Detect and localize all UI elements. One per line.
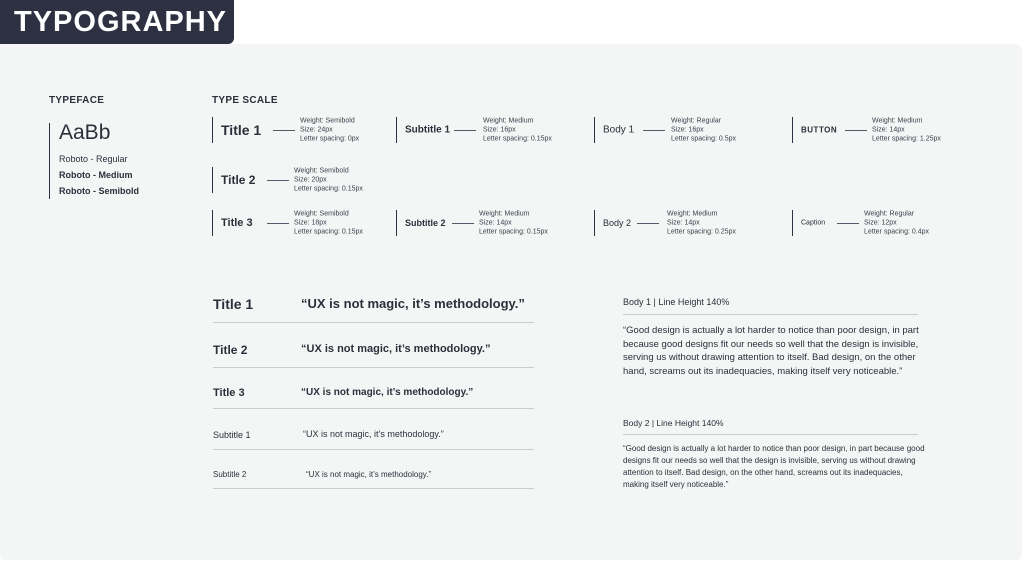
example-row-title-3 [213, 383, 534, 409]
divider [623, 434, 918, 435]
scale-label: Caption [801, 219, 826, 227]
divider [623, 314, 918, 315]
example-row-subtitle-1 [213, 426, 534, 450]
scale-item-title-1 [212, 117, 393, 143]
scale-specs: Weight: Semibold Size: 20px Letter spacing: 0.15px [294, 167, 363, 193]
example-quote: “UX is not magic, it’s methodology.” [306, 470, 432, 479]
scale-label: Title 2 [221, 173, 256, 187]
scale-label: Body 1 [603, 124, 635, 136]
connector-line [452, 223, 474, 224]
scale-label: Body 2 [603, 218, 632, 228]
example-quote: “UX is not magic, it’s methodology.” [301, 343, 491, 355]
connector-line [273, 130, 295, 131]
scale-specs: Weight: Medium Size: 14px Letter spacing: 0.25px [667, 210, 736, 236]
example-quote: “UX is not magic, it’s methodology.” [303, 429, 444, 439]
scale-specs: Weight: Regular Size: 16px Letter spacing: 0.5px [671, 117, 736, 143]
typeface-box [49, 123, 200, 199]
example-name: Subtitle 2 [213, 470, 247, 479]
example-row-title-2 [213, 338, 534, 368]
connector-line [845, 130, 867, 131]
scale-item-caption [792, 210, 993, 236]
scale-specs: Weight: Medium Size: 16px Letter spacing: 0.15px [483, 117, 552, 143]
scale-specs: Weight: Semibold Size: 18px Letter spacing: 0.15px [294, 210, 363, 236]
scale-item-body-1 [594, 117, 785, 143]
example-row-title-1 [213, 290, 534, 323]
connector-line [837, 223, 859, 224]
font-regular: Roboto - Regular [59, 154, 128, 164]
body-2-paragraph: “Good design is actually a lot harder to notice than poor design, in part because good designs fit our needs so well that the design is invisible, serving us without drawing attention to itself. Bad design, on the other hand, screams out its inadequacies, making itself very noticeable.” [623, 444, 925, 489]
scale-label: Subtitle 2 [405, 218, 446, 228]
scale-label: Subtitle 1 [405, 124, 451, 136]
scale-item-title-2 [212, 167, 393, 193]
scale-item-button [792, 117, 993, 143]
font-semibold: Roboto - Semibold [59, 186, 139, 196]
connector-line [637, 223, 659, 224]
scale-specs: Weight: Medium Size: 14px Letter spacing: 1.25px [872, 117, 941, 143]
typeface-heading: TYPEFACE [49, 95, 105, 106]
example-quote: “UX is not magic, it’s methodology.” [301, 296, 525, 311]
connector-line [643, 130, 665, 131]
scale-item-subtitle-1 [396, 117, 587, 143]
body-2-heading: Body 2 | Line Height 140% [623, 418, 724, 428]
typeface-sample: AaBb [59, 121, 111, 144]
example-name: Subtitle 1 [213, 430, 251, 440]
scale-label: Title 3 [221, 217, 253, 229]
connector-line [454, 130, 476, 131]
scale-specs: Weight: Medium Size: 14px Letter spacing: 0.15px [479, 210, 548, 236]
connector-line [267, 180, 289, 181]
example-quote: “UX is not magic, it’s methodology.” [301, 387, 474, 398]
body-1-paragraph: “Good design is actually a lot harder to notice than poor design, in part because good designs fit our needs so well that the design is invisible, serving us without drawing attention to itself. Bad design, on the other hand, screams out its inadequacies, making itself very noticeable.” [623, 325, 919, 377]
scale-item-title-3 [212, 210, 393, 236]
example-name: Title 3 [213, 387, 245, 399]
font-medium: Roboto - Medium [59, 170, 133, 180]
example-row-subtitle-2 [213, 466, 534, 489]
example-name: Title 2 [213, 343, 248, 357]
scale-item-body-2 [594, 210, 785, 236]
scale-specs: Weight: Regular Size: 12px Letter spacing: 0.4px [864, 210, 929, 236]
scale-label: BUTTON [801, 125, 838, 135]
scale-label: Title 1 [221, 122, 262, 138]
scale-item-subtitle-2 [396, 210, 587, 236]
page-title: TYPOGRAPHY [14, 6, 228, 38]
body-1-heading: Body 1 | Line Height 140% [623, 297, 730, 307]
header-tab [0, 0, 234, 44]
scale-specs: Weight: Semibold Size: 24px Letter spacing: 0px [300, 117, 360, 143]
type-scale-heading: TYPE SCALE [212, 95, 278, 106]
example-name: Title 1 [213, 296, 254, 312]
connector-line [267, 223, 289, 224]
